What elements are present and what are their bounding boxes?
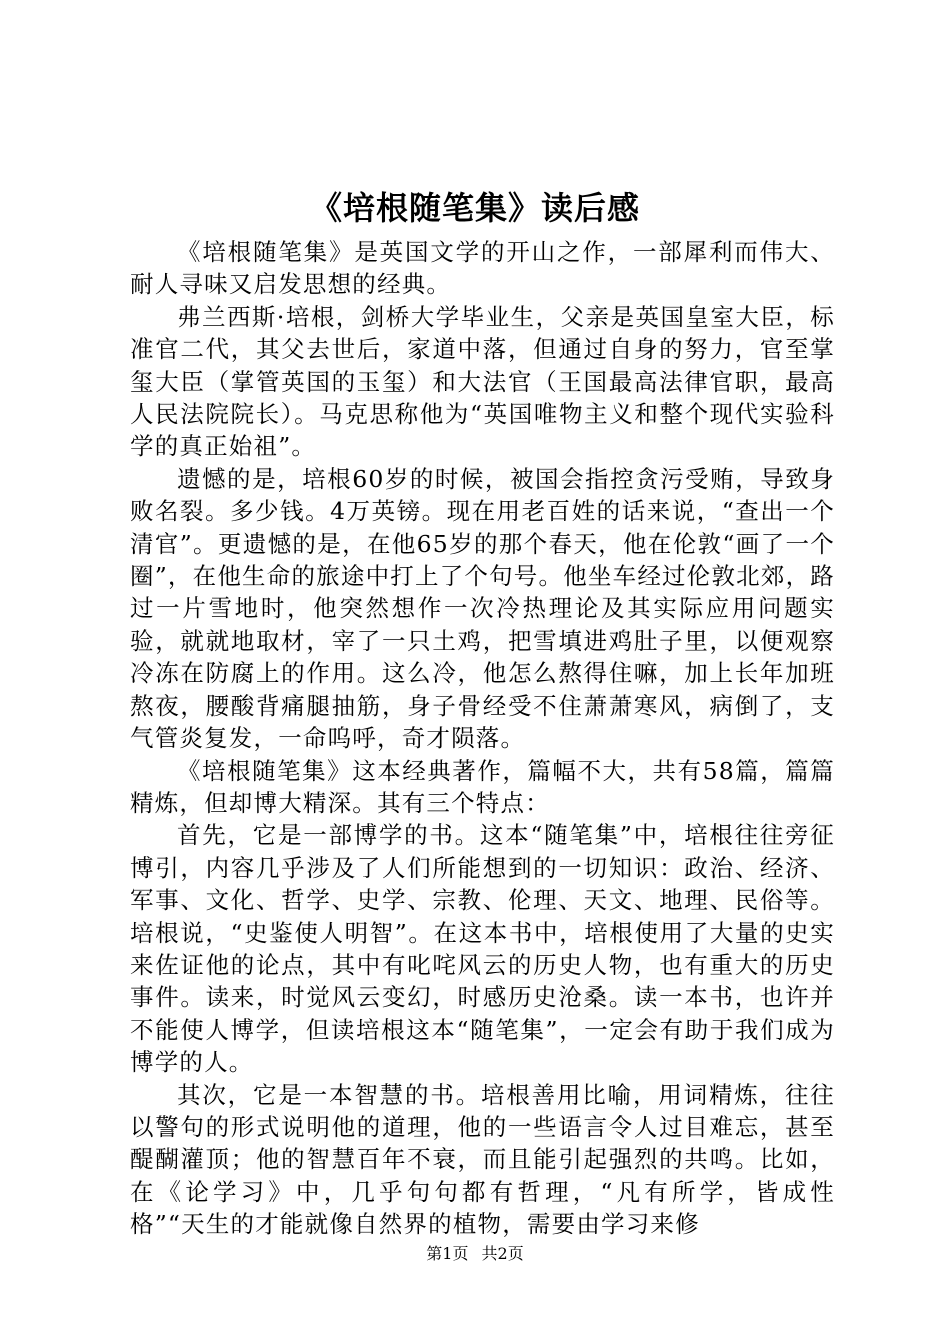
paragraph: 其次，它是一本智慧的书。培根善用比喻，用词精炼，往往以警句的形式说明他的道理，他的一些语言令人过目难忘，甚至醍醐灌顶；他的智慧百年不衰，而且能引起强烈的共鸣。比如，在《论学习》中，几乎句句都有哲理，“凡有所学，皆成性格”“天生的才能就像自然界的植物，需要由学习来修 <box>130 1080 835 1239</box>
paragraph: 《培根随笔集》这本经典著作，篇幅不大，共有58篇，篇篇精炼，但却博大精深。其有三个特点： <box>130 756 835 817</box>
paragraph: 遗憾的是，培根60岁的时候，被国会指控贪污受贿，导致身败名裂。多少钱。4万英镑。现在用老百姓的话来说，“查出一个清官”。更遗憾的是，在他65岁的那个春天，他在伦敦“画了一个圈”，在他生命的旅途中打上了个句号。他坐车经过伦敦北郊，路过一片雪地时，他突然想作一次冷热理论及其实际应用问题实验，就就地取材，宰了一只土鸡，把雪填进鸡肚子里，以便观察冷冻在防腐上的作用。这么冷，他怎么熬得住嘛，加上长年加班熬夜，腰酸背痛腿抽筋，身子骨经受不住萧萧寒风，病倒了，支气管炎复发，一命呜呼，奇才陨落。 <box>130 464 835 753</box>
page-footer <box>0 1242 950 1266</box>
paragraph: 弗兰西斯·培根，剑桥大学毕业生，父亲是英国皇室大臣，标准官二代，其父去世后，家道中落，但通过自身的努力，官至掌玺大臣（掌管英国的玉玺）和大法官（王国最高法律官职，最高人民法院院长）。马克思称他为“英国唯物主义和整个现代实验科学的真正始祖”。 <box>130 302 835 461</box>
paragraph: 《培根随笔集》是英国文学的开山之作，一部犀利而伟大、耐人寻味又启发思想的经典。 <box>130 238 835 299</box>
paragraph: 首先，它是一部博学的书。这本“随笔集”中，培根往往旁征博引，内容几乎涉及了人们所能想到的一切知识：政治、经济、军事、文化、哲学、史学、宗教、伦理、天文、地理、民俗等。培根说，“史鉴使人明智”。在这本书中，培根使用了大量的史实来佐证他的论点，其中有叱咤风云的历史人物，也有重大的历史事件。读来，时觉风云变幻，时感历史沧桑。读一本书，也许并不能使人博学，但读培根这本“随笔集”，一定会有助于我们成为博学的人。 <box>130 821 835 1077</box>
document-title: 《培根随笔集》读后感 <box>309 189 640 227</box>
page-number: 第1页 <box>426 1244 469 1263</box>
document-body <box>130 236 835 1241</box>
page-total: 共2页 <box>481 1244 524 1263</box>
